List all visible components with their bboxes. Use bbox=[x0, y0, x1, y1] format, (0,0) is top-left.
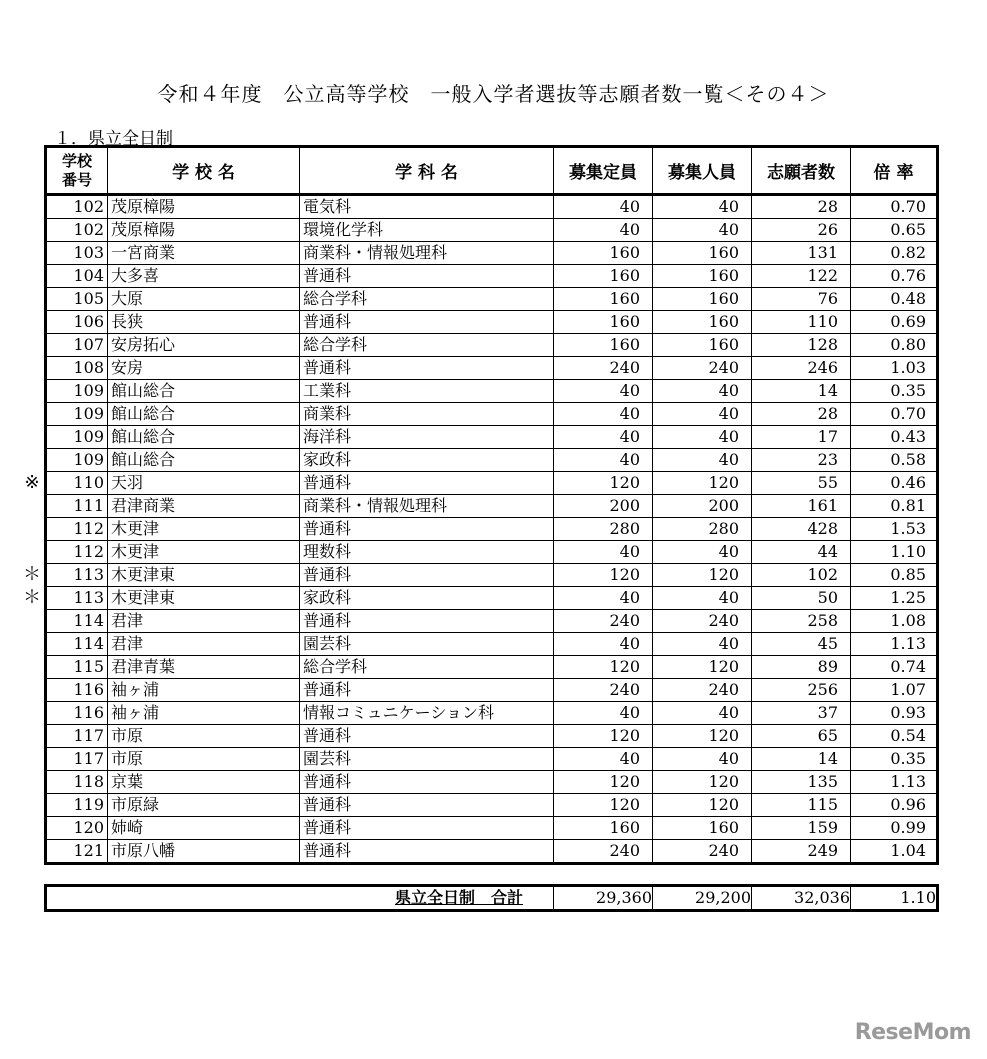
ratio-cell: 0.76 bbox=[851, 265, 938, 288]
school-number-cell: 116 bbox=[46, 702, 108, 725]
school-number-cell: 109 bbox=[46, 403, 108, 426]
applicants-cell: 131 bbox=[752, 242, 851, 265]
ratio-cell: 1.13 bbox=[851, 633, 938, 656]
ratio-cell: 0.96 bbox=[851, 794, 938, 817]
capacity-cell: 40 bbox=[554, 541, 653, 564]
total-applicants: 32,036 bbox=[752, 886, 851, 911]
table-row bbox=[46, 587, 938, 610]
table-row bbox=[46, 195, 938, 219]
school-number-cell: 120 bbox=[46, 817, 108, 840]
capacity-cell: 120 bbox=[554, 564, 653, 587]
capacity-cell: 160 bbox=[554, 288, 653, 311]
ratio-cell: 0.85 bbox=[851, 564, 938, 587]
table-row bbox=[46, 334, 938, 357]
row-mark: ＊ bbox=[23, 564, 41, 585]
recruit-cell: 120 bbox=[653, 564, 752, 587]
applicants-cell: 428 bbox=[752, 518, 851, 541]
school-name-cell: 市原 bbox=[108, 748, 300, 771]
total-table bbox=[44, 884, 939, 912]
school-name-cell: 市原八幡 bbox=[108, 840, 300, 864]
capacity-cell: 240 bbox=[554, 357, 653, 380]
ratio-cell: 1.07 bbox=[851, 679, 938, 702]
table-row bbox=[46, 449, 938, 472]
table-row bbox=[46, 633, 938, 656]
table-row bbox=[46, 380, 938, 403]
department-name-cell: 普通科 bbox=[300, 610, 554, 633]
school-number-cell: 107 bbox=[46, 334, 108, 357]
table-row bbox=[46, 265, 938, 288]
applicants-cell: 246 bbox=[752, 357, 851, 380]
recruit-cell: 40 bbox=[653, 449, 752, 472]
table-row bbox=[46, 679, 938, 702]
table-row bbox=[46, 725, 938, 748]
capacity-cell: 40 bbox=[554, 403, 653, 426]
school-name-cell: 茂原樟陽 bbox=[108, 219, 300, 242]
recruit-cell: 240 bbox=[653, 357, 752, 380]
recruit-cell: 40 bbox=[653, 702, 752, 725]
school-number-cell: 115 bbox=[46, 656, 108, 679]
applicants-cell: 37 bbox=[752, 702, 851, 725]
applicants-cell: 258 bbox=[752, 610, 851, 633]
ratio-cell: 1.25 bbox=[851, 587, 938, 610]
school-name-cell: 天羽 bbox=[108, 472, 300, 495]
header-number-line2: 番号 bbox=[61, 170, 92, 189]
school-name-cell: 京葉 bbox=[108, 771, 300, 794]
table-row bbox=[46, 656, 938, 679]
department-name-cell: 普通科 bbox=[300, 771, 554, 794]
department-name-cell: 普通科 bbox=[300, 564, 554, 587]
ratio-cell: 0.82 bbox=[851, 242, 938, 265]
school-name-cell: 君津青葉 bbox=[108, 656, 300, 679]
capacity-cell: 160 bbox=[554, 265, 653, 288]
applicants-cell: 115 bbox=[752, 794, 851, 817]
applicants-cell: 256 bbox=[752, 679, 851, 702]
capacity-cell: 120 bbox=[554, 656, 653, 679]
ratio-cell: 0.35 bbox=[851, 380, 938, 403]
school-number-cell: 110 bbox=[46, 472, 108, 495]
department-name-cell: 普通科 bbox=[300, 794, 554, 817]
department-name-cell: 普通科 bbox=[300, 817, 554, 840]
ratio-cell: 0.74 bbox=[851, 656, 938, 679]
school-name-cell: 君津商業 bbox=[108, 495, 300, 518]
school-name-cell: 茂原樟陽 bbox=[108, 195, 300, 219]
table-header-row bbox=[46, 147, 938, 195]
table-row bbox=[46, 702, 938, 725]
school-number-cell: 112 bbox=[46, 518, 108, 541]
applicants-cell: 26 bbox=[752, 219, 851, 242]
school-name-cell: 木更津東 bbox=[108, 587, 300, 610]
ratio-cell: 0.93 bbox=[851, 702, 938, 725]
applicants-cell: 50 bbox=[752, 587, 851, 610]
applicants-cell: 65 bbox=[752, 725, 851, 748]
school-name-cell: 木更津 bbox=[108, 518, 300, 541]
table-row bbox=[46, 840, 938, 864]
school-number-cell: 119 bbox=[46, 794, 108, 817]
applicants-cell: 102 bbox=[752, 564, 851, 587]
recruit-cell: 40 bbox=[653, 633, 752, 656]
applicants-cell: 161 bbox=[752, 495, 851, 518]
school-name-cell: 袖ヶ浦 bbox=[108, 679, 300, 702]
recruit-cell: 120 bbox=[653, 771, 752, 794]
table-row bbox=[46, 242, 938, 265]
total-recruit: 29,200 bbox=[653, 886, 752, 911]
table-row bbox=[46, 472, 938, 495]
resemom-logo: ReseMom bbox=[854, 1020, 971, 1045]
header-school-name: 学 校 名 bbox=[108, 147, 300, 195]
department-name-cell: 商業科・情報処理科 bbox=[300, 495, 554, 518]
school-number-cell: 114 bbox=[46, 610, 108, 633]
department-name-cell: 総合学科 bbox=[300, 288, 554, 311]
capacity-cell: 160 bbox=[554, 334, 653, 357]
school-number-cell: 121 bbox=[46, 840, 108, 864]
recruit-cell: 40 bbox=[653, 195, 752, 219]
department-name-cell: 普通科 bbox=[300, 472, 554, 495]
capacity-cell: 160 bbox=[554, 817, 653, 840]
school-name-cell: 大原 bbox=[108, 288, 300, 311]
department-name-cell: 環境化学科 bbox=[300, 219, 554, 242]
capacity-cell: 160 bbox=[554, 311, 653, 334]
school-name-cell: 安房 bbox=[108, 357, 300, 380]
capacity-cell: 40 bbox=[554, 633, 653, 656]
table-body bbox=[46, 195, 938, 864]
department-name-cell: 工業科 bbox=[300, 380, 554, 403]
department-name-cell: 理数科 bbox=[300, 541, 554, 564]
department-name-cell: 園芸科 bbox=[300, 748, 554, 771]
table-row bbox=[46, 541, 938, 564]
table-row bbox=[46, 794, 938, 817]
ratio-cell: 1.10 bbox=[851, 541, 938, 564]
applicants-cell: 110 bbox=[752, 311, 851, 334]
capacity-cell: 40 bbox=[554, 195, 653, 219]
school-number-cell: 109 bbox=[46, 426, 108, 449]
ratio-cell: 0.70 bbox=[851, 403, 938, 426]
applicants-cell: 135 bbox=[752, 771, 851, 794]
school-number-cell: 104 bbox=[46, 265, 108, 288]
total-row bbox=[46, 886, 938, 911]
ratio-cell: 0.65 bbox=[851, 219, 938, 242]
table-row bbox=[46, 357, 938, 380]
school-name-cell: 長狭 bbox=[108, 311, 300, 334]
table-row bbox=[46, 495, 938, 518]
capacity-cell: 40 bbox=[554, 702, 653, 725]
recruit-cell: 40 bbox=[653, 748, 752, 771]
recruit-cell: 120 bbox=[653, 472, 752, 495]
recruit-cell: 40 bbox=[653, 426, 752, 449]
table-row bbox=[46, 748, 938, 771]
ratio-cell: 1.03 bbox=[851, 357, 938, 380]
table-row bbox=[46, 219, 938, 242]
ratio-cell: 0.43 bbox=[851, 426, 938, 449]
school-name-cell: 君津 bbox=[108, 633, 300, 656]
department-name-cell: 家政科 bbox=[300, 587, 554, 610]
page-title: 令和４年度 公立高等学校 一般入学者選抜等志願者数一覧＜その４＞ bbox=[157, 82, 830, 106]
recruit-cell: 160 bbox=[653, 817, 752, 840]
ratio-cell: 0.69 bbox=[851, 311, 938, 334]
applicants-cell: 45 bbox=[752, 633, 851, 656]
capacity-cell: 40 bbox=[554, 426, 653, 449]
school-number-cell: 103 bbox=[46, 242, 108, 265]
applicants-cell: 28 bbox=[752, 195, 851, 219]
applicants-cell: 14 bbox=[752, 748, 851, 771]
school-name-cell: 市原 bbox=[108, 725, 300, 748]
capacity-cell: 40 bbox=[554, 587, 653, 610]
applicants-cell: 14 bbox=[752, 380, 851, 403]
department-name-cell: 商業科 bbox=[300, 403, 554, 426]
department-name-cell: 海洋科 bbox=[300, 426, 554, 449]
table-row bbox=[46, 403, 938, 426]
capacity-cell: 240 bbox=[554, 610, 653, 633]
header-applicants: 志願者数 bbox=[752, 147, 851, 195]
applicants-cell: 44 bbox=[752, 541, 851, 564]
applicants-cell: 76 bbox=[752, 288, 851, 311]
header-recruit: 募集人員 bbox=[653, 147, 752, 195]
ratio-cell: 1.04 bbox=[851, 840, 938, 864]
school-number-cell: 105 bbox=[46, 288, 108, 311]
ratio-cell: 1.13 bbox=[851, 771, 938, 794]
section-heading: １．県立全日制 bbox=[54, 129, 173, 149]
applicants-cell: 17 bbox=[752, 426, 851, 449]
recruit-cell: 40 bbox=[653, 541, 752, 564]
school-number-cell: 102 bbox=[46, 219, 108, 242]
capacity-cell: 40 bbox=[554, 748, 653, 771]
school-name-cell: 一宮商業 bbox=[108, 242, 300, 265]
header-number-line1: 学校 bbox=[61, 151, 92, 170]
capacity-cell: 120 bbox=[554, 771, 653, 794]
recruit-cell: 240 bbox=[653, 679, 752, 702]
total-ratio: 1.10 bbox=[851, 886, 938, 911]
department-name-cell: 普通科 bbox=[300, 357, 554, 380]
recruit-cell: 120 bbox=[653, 725, 752, 748]
ratio-cell: 0.58 bbox=[851, 449, 938, 472]
ratio-cell: 0.81 bbox=[851, 495, 938, 518]
applicants-cell: 89 bbox=[752, 656, 851, 679]
school-number-cell: 108 bbox=[46, 357, 108, 380]
applicants-table bbox=[44, 145, 939, 865]
department-name-cell: 普通科 bbox=[300, 311, 554, 334]
table-row bbox=[46, 610, 938, 633]
school-number-cell: 112 bbox=[46, 541, 108, 564]
ratio-cell: 0.35 bbox=[851, 748, 938, 771]
school-number-cell: 117 bbox=[46, 725, 108, 748]
ratio-cell: 0.80 bbox=[851, 334, 938, 357]
capacity-cell: 240 bbox=[554, 679, 653, 702]
department-name-cell: 家政科 bbox=[300, 449, 554, 472]
department-name-cell: 普通科 bbox=[300, 518, 554, 541]
recruit-cell: 160 bbox=[653, 288, 752, 311]
recruit-cell: 120 bbox=[653, 794, 752, 817]
department-name-cell: 総合学科 bbox=[300, 334, 554, 357]
applicants-cell: 55 bbox=[752, 472, 851, 495]
ratio-cell: 1.53 bbox=[851, 518, 938, 541]
school-number-cell: 117 bbox=[46, 748, 108, 771]
school-name-cell: 館山総合 bbox=[108, 403, 300, 426]
header-department: 学 科 名 bbox=[300, 147, 554, 195]
school-number-cell: 109 bbox=[46, 380, 108, 403]
school-name-cell: 館山総合 bbox=[108, 426, 300, 449]
applicants-cell: 128 bbox=[752, 334, 851, 357]
total-capacity: 29,360 bbox=[554, 886, 653, 911]
recruit-cell: 160 bbox=[653, 334, 752, 357]
school-name-cell: 館山総合 bbox=[108, 380, 300, 403]
school-name-cell: 姉崎 bbox=[108, 817, 300, 840]
recruit-cell: 240 bbox=[653, 840, 752, 864]
school-name-cell: 館山総合 bbox=[108, 449, 300, 472]
department-name-cell: 情報コミュニケーション科 bbox=[300, 702, 554, 725]
applicants-cell: 249 bbox=[752, 840, 851, 864]
capacity-cell: 40 bbox=[554, 449, 653, 472]
ratio-cell: 0.48 bbox=[851, 288, 938, 311]
recruit-cell: 280 bbox=[653, 518, 752, 541]
applicants-cell: 28 bbox=[752, 403, 851, 426]
school-number-cell: 113 bbox=[46, 587, 108, 610]
applicants-cell: 159 bbox=[752, 817, 851, 840]
department-name-cell: 園芸科 bbox=[300, 633, 554, 656]
total-label: 県立全日制 合計 bbox=[46, 886, 554, 911]
school-number-cell: 113 bbox=[46, 564, 108, 587]
school-name-cell: 木更津 bbox=[108, 541, 300, 564]
applicants-cell: 23 bbox=[752, 449, 851, 472]
recruit-cell: 40 bbox=[653, 219, 752, 242]
applicants-cell: 122 bbox=[752, 265, 851, 288]
school-name-cell: 袖ヶ浦 bbox=[108, 702, 300, 725]
school-number-cell: 114 bbox=[46, 633, 108, 656]
department-name-cell: 商業科・情報処理科 bbox=[300, 242, 554, 265]
capacity-cell: 40 bbox=[554, 219, 653, 242]
school-number-cell: 102 bbox=[46, 195, 108, 219]
recruit-cell: 40 bbox=[653, 587, 752, 610]
table-row bbox=[46, 288, 938, 311]
recruit-cell: 160 bbox=[653, 242, 752, 265]
table-row bbox=[46, 518, 938, 541]
department-name-cell: 普通科 bbox=[300, 679, 554, 702]
recruit-cell: 200 bbox=[653, 495, 752, 518]
header-ratio: 倍 率 bbox=[851, 147, 938, 195]
table-row bbox=[46, 311, 938, 334]
recruit-cell: 240 bbox=[653, 610, 752, 633]
ratio-cell: 0.70 bbox=[851, 195, 938, 219]
department-name-cell: 普通科 bbox=[300, 265, 554, 288]
capacity-cell: 120 bbox=[554, 472, 653, 495]
capacity-cell: 200 bbox=[554, 495, 653, 518]
header-capacity: 募集定員 bbox=[554, 147, 653, 195]
ratio-cell: 0.99 bbox=[851, 817, 938, 840]
table-row bbox=[46, 426, 938, 449]
ratio-cell: 0.54 bbox=[851, 725, 938, 748]
recruit-cell: 120 bbox=[653, 656, 752, 679]
school-name-cell: 安房拓心 bbox=[108, 334, 300, 357]
school-name-cell: 君津 bbox=[108, 610, 300, 633]
department-name-cell: 総合学科 bbox=[300, 656, 554, 679]
department-name-cell: 普通科 bbox=[300, 840, 554, 864]
recruit-cell: 40 bbox=[653, 403, 752, 426]
recruit-cell: 160 bbox=[653, 311, 752, 334]
row-mark: ＊ bbox=[23, 587, 41, 608]
school-name-cell: 大多喜 bbox=[108, 265, 300, 288]
table-row bbox=[46, 771, 938, 794]
school-number-cell: 106 bbox=[46, 311, 108, 334]
capacity-cell: 160 bbox=[554, 242, 653, 265]
school-number-cell: 109 bbox=[46, 449, 108, 472]
recruit-cell: 160 bbox=[653, 265, 752, 288]
recruit-cell: 40 bbox=[653, 380, 752, 403]
table-row bbox=[46, 564, 938, 587]
ratio-cell: 0.46 bbox=[851, 472, 938, 495]
capacity-cell: 240 bbox=[554, 840, 653, 864]
school-number-cell: 116 bbox=[46, 679, 108, 702]
school-number-cell: 118 bbox=[46, 771, 108, 794]
ratio-cell: 1.08 bbox=[851, 610, 938, 633]
school-name-cell: 木更津東 bbox=[108, 564, 300, 587]
header-school-number bbox=[46, 147, 108, 195]
department-name-cell: 普通科 bbox=[300, 725, 554, 748]
department-name-cell: 電気科 bbox=[300, 195, 554, 219]
school-number-cell: 111 bbox=[46, 495, 108, 518]
capacity-cell: 120 bbox=[554, 725, 653, 748]
row-mark: ※ bbox=[24, 472, 40, 493]
capacity-cell: 40 bbox=[554, 380, 653, 403]
capacity-cell: 120 bbox=[554, 794, 653, 817]
table-row bbox=[46, 817, 938, 840]
school-name-cell: 市原緑 bbox=[108, 794, 300, 817]
capacity-cell: 280 bbox=[554, 518, 653, 541]
